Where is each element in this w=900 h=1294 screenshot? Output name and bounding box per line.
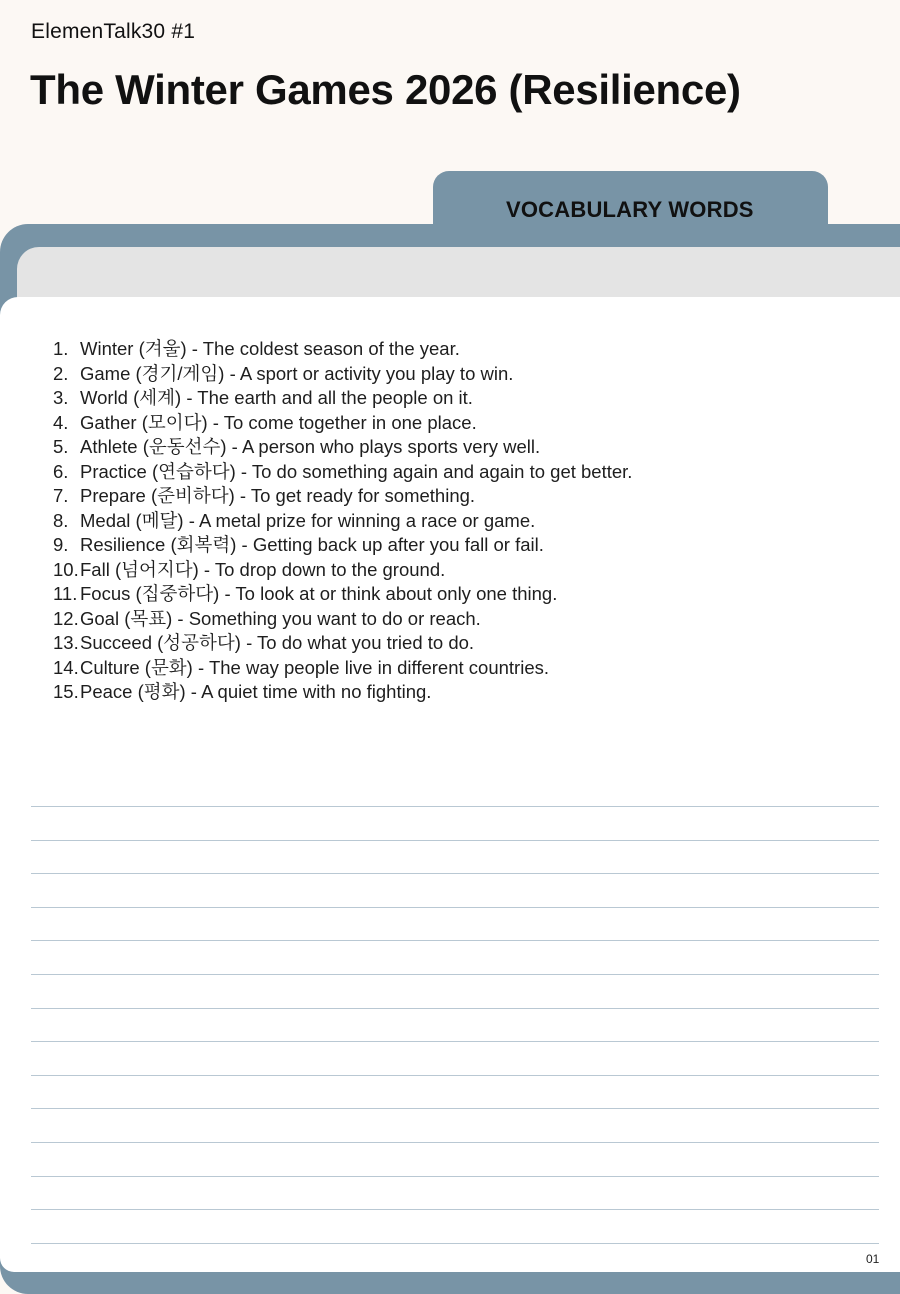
series-label: ElemenTalk30 #1	[31, 20, 196, 43]
vocabulary-item	[53, 411, 632, 436]
vocabulary-item-number: 5.	[53, 436, 69, 457]
page-title: The Winter Games 2026 (Resilience)	[30, 66, 741, 113]
writing-line	[31, 1176, 879, 1177]
vocabulary-item-number: 1.	[53, 338, 69, 359]
vocabulary-item-number: 7.	[53, 485, 69, 506]
vocabulary-item-text: Culture (문화) - The way people live in different countries.	[80, 656, 549, 678]
vocabulary-item-number: 13.	[53, 632, 79, 653]
writing-line	[31, 806, 879, 807]
vocabulary-item	[53, 460, 632, 485]
vocabulary-item	[53, 680, 632, 705]
vocabulary-item-text: Medal (메달) - A metal prize for winning a race or game.	[80, 509, 536, 531]
writing-line	[31, 1041, 879, 1042]
vocabulary-item-number: 8.	[53, 509, 69, 531]
vocabulary-item	[53, 533, 632, 558]
vocabulary-item-text: World (세계) - The earth and all the people on it.	[80, 387, 473, 408]
vocabulary-item-number: 12.	[53, 607, 79, 629]
vocabulary-item-text: Goal (목표) - Something you want to do or reach.	[80, 607, 481, 629]
vocabulary-item-text: Focus (집중하다) - To look at or think about only one thing.	[80, 583, 558, 604]
vocabulary-item	[53, 509, 632, 534]
writing-line	[31, 1075, 879, 1076]
writing-line	[31, 1142, 879, 1143]
vocabulary-item-text: Gather (모이다) - To come together in one place.	[80, 411, 477, 433]
vocabulary-item-number: 11.	[53, 583, 78, 604]
vocabulary-item-text: Fall (넘어지다) - To drop down to the ground.	[80, 558, 446, 580]
vocabulary-item-text: Prepare (준비하다) - To get ready for something.	[80, 485, 476, 506]
vocabulary-item	[53, 362, 632, 387]
writing-line	[31, 907, 879, 908]
vocabulary-item-text: Practice (연습하다) - To do something again and again to get better.	[80, 460, 633, 482]
vocabulary-item-text: Winter (겨울) - The coldest season of the year.	[80, 338, 460, 359]
vocabulary-item	[53, 582, 632, 607]
writing-line	[31, 840, 879, 841]
writing-line	[31, 974, 879, 975]
writing-line	[31, 873, 879, 874]
vocabulary-item-number: 9.	[53, 534, 69, 555]
vocabulary-item	[53, 337, 632, 362]
writing-lines	[31, 806, 879, 1276]
vocabulary-item-number: 6.	[53, 460, 69, 482]
vocabulary-item	[53, 484, 632, 509]
vocabulary-item-number: 14.	[53, 656, 79, 678]
vocabulary-item-number: 4.	[53, 411, 69, 433]
vocabulary-item	[53, 656, 632, 681]
writing-line	[31, 1108, 879, 1109]
vocabulary-item	[53, 607, 632, 632]
vocabulary-tab-label: VOCABULARY WORDS	[506, 197, 754, 222]
vocabulary-item	[53, 386, 632, 411]
writing-line	[31, 1243, 879, 1244]
vocabulary-item-text: Resilience (회복력) - Getting back up after you fall or fail.	[80, 534, 544, 555]
writing-line	[31, 940, 879, 941]
vocabulary-list	[53, 337, 632, 705]
writing-line	[31, 1209, 879, 1210]
vocabulary-item-number: 15.	[53, 681, 79, 702]
vocabulary-item-number: 3.	[53, 387, 69, 408]
vocabulary-item-number: 10.	[53, 558, 79, 580]
vocabulary-item	[53, 558, 632, 583]
vocabulary-item	[53, 631, 632, 656]
vocabulary-item	[53, 435, 632, 460]
writing-line	[31, 1008, 879, 1009]
vocabulary-item-text: Athlete (운동선수) - A person who plays sports very well.	[80, 436, 541, 457]
page-number: 01	[866, 1252, 880, 1266]
vocabulary-item-text: Game (경기/게임) - A sport or activity you play to win.	[80, 362, 514, 384]
vocabulary-item-number: 2.	[53, 362, 69, 384]
vocabulary-item-text: Peace (평화) - A quiet time with no fighting.	[80, 681, 432, 702]
vocabulary-item-text: Succeed (성공하다) - To do what you tried to do.	[80, 632, 475, 653]
